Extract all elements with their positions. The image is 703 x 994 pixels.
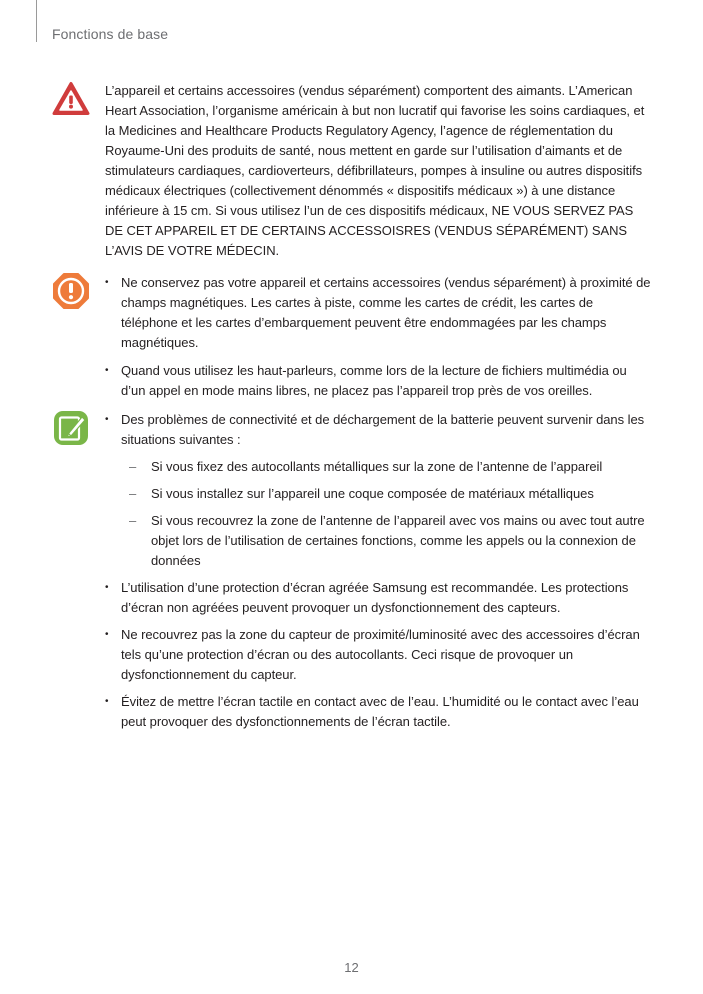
note-subitem-text: Si vous fixez des autocollants métalliques sur la zone de l’antenne de l’appareil — [151, 459, 603, 474]
note-item-text: Évitez de mettre l’écran tactile en contact avec de l’eau. L’humidité ou le contact avec l’eau peut provoquer des dysfonctionnements de l’écran tactile. — [121, 694, 639, 729]
note-subitem-text: Si vous installez sur l’appareil une coque composée de matériaux métalliques — [151, 486, 594, 501]
note-item-text: L’utilisation d’une protection d’écran agréée Samsung est recommandée. Les protections d’écran non agréées peuvent provoquer un dysfonctionnement des capteurs. — [121, 580, 629, 615]
caution-item-text: Quand vous utilisez les haut-parleurs, comme lors de la lecture de fichiers multimédia ou d’un appel en mode mains libres, ne placez pas l’appareil trop près de vos oreilles. — [121, 363, 627, 398]
exclamation-octagon-icon — [52, 272, 90, 310]
dash-icon: – — [129, 486, 137, 501]
note-item-text: Ne recouvrez pas la zone du capteur de proximité/luminosité avec des accessoires d’écran tels qu’une protection d’écran ou des autocollants. Ceci risque de provoquer un dysfonctionnement du capteur. — [121, 627, 640, 682]
caution-block — [105, 273, 653, 401]
sub-list-item — [105, 457, 653, 477]
list-item — [105, 625, 653, 685]
warning-text: L’appareil et certains accessoires (vendus séparément) comportent des aimants. L’American Heart Association, l’organisme américain à but non lucratif qui favorise les soins cardiaques, et la Medicines and Healthcare Products Regulatory Agency, l’agence de réglementation du Royaume-Uni des produits de santé, nous mettent en garde sur l’utilisation d’aimants et de stimulateurs cardiaques, cardioverteurs, défibrillateurs, pompes à insuline ou autres dispositifs médicaux électriques (collectivement dénommés « dispositifs médicaux ») à une distance inférieure à 15 cm. Si vous utilisez l’un de ces dispositifs médicaux, NE VOUS SERVEZ PAS DE CET APPAREIL ET DE CERTAINS ACCESSOISRES (VENDUS SÉPARÉMENT) SANS L’AVIS DE VOTRE MÉDECIN. — [105, 83, 645, 258]
list-item — [105, 578, 653, 618]
note-pencil-icon — [52, 409, 90, 447]
list-item — [105, 273, 653, 353]
sub-list-item — [105, 511, 653, 571]
note-block — [105, 410, 653, 732]
bullet-icon: • — [105, 696, 109, 707]
caution-item-text: Ne conservez pas votre appareil et certains accessoires (vendus séparément) à proximité de champs magnétiques. Les cartes à piste, comme les cartes de crédit, les cartes de téléphone et les cartes d’embarquement peuvent être endommagées par les champs magnétiques. — [121, 275, 651, 350]
page-number: 12 — [344, 960, 359, 975]
dash-icon: – — [129, 513, 137, 528]
sub-list-item — [105, 484, 653, 504]
warning-block — [105, 81, 653, 261]
dash-icon: – — [129, 459, 137, 474]
bullet-icon: • — [105, 277, 109, 288]
bullet-icon: • — [105, 629, 109, 640]
bullet-icon: • — [105, 582, 109, 593]
bullet-icon: • — [105, 365, 109, 376]
warning-triangle-icon — [52, 80, 90, 118]
note-item-text: Des problèmes de connectivité et de déchargement de la batterie peuvent survenir dans les situations suivantes : — [121, 412, 645, 447]
list-item — [105, 361, 653, 401]
header-rule — [36, 0, 37, 42]
section-title: Fonctions de base — [52, 26, 169, 42]
list-item — [105, 692, 653, 732]
bullet-icon: • — [105, 414, 109, 425]
list-item — [105, 410, 653, 450]
note-subitem-text: Si vous recouvrez la zone de l’antenne de l’appareil avec vos mains ou avec tout autre objet lors de l’utilisation de certaines fonctions, comme les appels ou la connexion de données — [151, 513, 645, 568]
